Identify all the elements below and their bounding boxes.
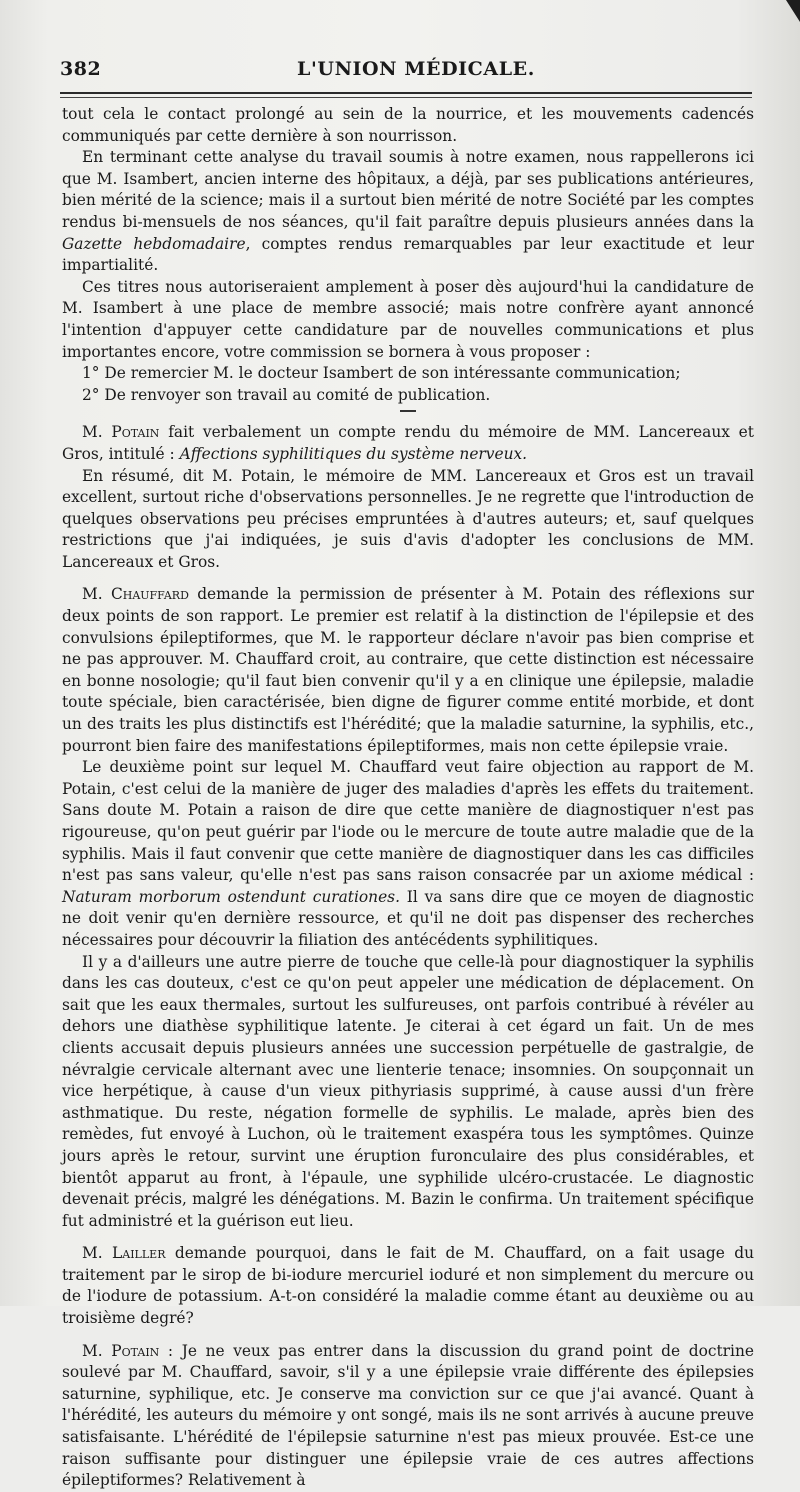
paragraph: En résumé, dit M. Potain, le mémoire de MM. Lancereaux et Gros est un travail excellent, surtout riche d'observations personnelles. Je ne regrette que l'introduction de quelques observations peu précises empruntées à d'autres auteurs; et, sauf quelques restrictions que j'ai indiquées, je suis d'avis d'adopter les conclusions de MM. Lancereaux et Gros. bbox=[62, 466, 754, 571]
paragraph: Il y a d'ailleurs une autre pierre de touche que celle-là pour diagnostiquer la syphilis dans les cas douteux, c'est ce qu'on peut appeler une médication de déplacement. On sait que les eaux thermales, surtout les sulfureuses, ont parfois contribué à révéler au dehors une diathèse syphilitique latente. Je citerai à cet égard un fait. Un de mes clients accusait depuis plusieurs années une succession perpétuelle de gastralgie, de névralgie cervicale alternant avec une lienterie tenace; insomnies. On soupçonnait un vice herpétique, à cause d'un vieux pithyriasis supprimé, à cause aussi d'un frère asthmatique. Du reste, négation formelle de syphilis. Le malade, après bien des remèdes, fut envoyé à Luchon, où le traitement exaspéra tous les symptômes. Quinze jours après le retour, survint une éruption furonculaire des plus considérables, et bientôt apparut au front, à l'épaule, une syphilide ulcéro-crustacée. Le diagnostic devenait précis, malgré les dénégations. M. Bazin le confirma. Un traitement spécifique fut administré et la guérison eut lieu. bbox=[62, 952, 754, 1230]
header-rule bbox=[60, 92, 752, 94]
paragraph bbox=[62, 584, 754, 757]
paragraph: tout cela le contact prolongé au sein de la nourrice, et les mouvements cadencés communiqués par cette dernière à son nourrisson. bbox=[62, 105, 754, 145]
paragraph bbox=[62, 1243, 754, 1329]
journal-title: Gazette hebdomadaire bbox=[62, 234, 246, 253]
header-rule-thin bbox=[60, 97, 752, 98]
section-separator bbox=[400, 410, 416, 412]
latin-axiom: Naturam morborum ostendunt curationes. bbox=[62, 887, 400, 906]
paragraph bbox=[62, 757, 754, 951]
paragraph-text: demande pourquoi, dans le fait de M. Chauffard, on a fait usage du traitement par le sirop de bi-iodure mercuriel ioduré et non simplement du mercure ou de l'iodure de potassium. A-t-on considéré la maladie comme étant au deuxième ou au troisième degré? bbox=[62, 1244, 754, 1328]
paragraph-text: Il va sans dire que ce moyen de diagnostic ne doit venir qu'en dernière ressource, et qu'il ne doit pas dispenser des recherches nécessaires pour découvrir la filiation des antécédents syphilitiques. bbox=[62, 887, 754, 949]
paragraph-text: Le deuxième point sur lequel M. Chauffard veut faire objection au rapport de M. Potain, c'est celui de la manière de juger des maladies d'après les effets du traitement. Sans doute M. Potain a raison de dire que cette manière de diagnostiquer n'est pas rigoureuse, qu'on peut guérir par l'iode ou le mercure de toute autre maladie que de la syphilis. Mais il faut convenir que cette manière de diagnostiquer dans les cas difficiles n'est pas sans valeur, qu'elle n'est pas sans raison consacrée par un axiome médical : bbox=[62, 758, 754, 885]
paragraph-text: Je ne veux pas entrer dans la discussion du grand point de doctrine soulevé par M. Chauffard, savoir, s'il y a une épilepsie vraie différente des épilepsies saturnine, syphilique, etc. Je conserve ma conviction sur ce que j'ai avancé. Quant à l'hérédité, les auteurs du mémoire y ont songé, mais ils ne sont arrivés à aucune preuve satisfaisante. L'hérédité de l'épilepsie saturnine n'est pas mieux prouvée. Est-ce une raison suffisante pour distinguer une épilepsie vraie de ces autres affections épileptiformes? Relativement à bbox=[62, 1341, 754, 1490]
paragraph: Ces titres nous autoriseraient amplement à poser dès aujourd'hui la candidature de M. Isambert à une place de membre associé; mais notre confrère ayant annoncé l'intention d'appuyer cette candidature par de nouvelles communications et plus importantes encore, votre commission se bornera à vous proposer : bbox=[62, 277, 754, 361]
paragraph-text: demande la permission de présenter à M. Potain des réflexions sur deux points de son rapport. Le premier est relatif à la distinction de l'épilepsie et des convulsions épileptiformes, que M. le rapporteur déclare n'avoir pas bien comprise et ne pas approuver. M. Chauffard croit, au contraire, que cette distinction est nécessaire en bonne nosologie; qu'il faut bien convenir qu'il y a en clinique une épilepsie, maladie toute spéciale, bien caractérisée, bien digne de figurer comme entité morbide, et dont un des traits les plus distinctifs est l'hérédité; que la maladie saturnine, la syphilis, etc., pourront bien faire des manifestations épileptiformes, mais non cette épilepsie vraie. bbox=[62, 585, 754, 755]
list-item: 2° De renvoyer son travail au comité de publication. bbox=[82, 385, 491, 404]
speaker-name: M. Lailler bbox=[82, 1244, 166, 1263]
page-header bbox=[60, 58, 752, 86]
body-text bbox=[62, 104, 754, 1492]
list-item: 1° De remercier M. le docteur Isambert de son intéressante communication; bbox=[82, 364, 681, 383]
paragraph-text: fait verbalement un compte rendu du mémoire de MM. Lancereaux et Gros, intitulé : bbox=[62, 423, 754, 463]
paragraph-text-a: En terminant cette analyse du travail soumis à notre examen, nous rappellerons ici que M. Isambert, ancien interne des hôpitaux, a déjà, par ses publications antérieures, bien mérité de la science; mais il a surtout bien mérité de notre Société par les comptes rendus bi-mensuels de nos séances, qu'il fait paraître depuis plusieurs années dans la Gazette hebdomadaire, comptes rendus remarquables par leur exactitude et leur impartialité. bbox=[62, 148, 755, 275]
page-corner-mark bbox=[786, 0, 800, 22]
speaker-name: M. Potain : bbox=[82, 1341, 174, 1360]
speaker-name: M. Chauffard bbox=[82, 585, 189, 604]
paragraph bbox=[62, 1341, 754, 1492]
page-number: 382 bbox=[60, 58, 102, 80]
speaker-name: M. Potain bbox=[82, 423, 160, 442]
paragraph bbox=[62, 422, 754, 465]
running-title: L'UNION MÉDICALE. bbox=[297, 58, 535, 80]
paragraph bbox=[62, 147, 754, 277]
memoir-title: Affections syphilitiques du système nerveux. bbox=[179, 444, 528, 463]
